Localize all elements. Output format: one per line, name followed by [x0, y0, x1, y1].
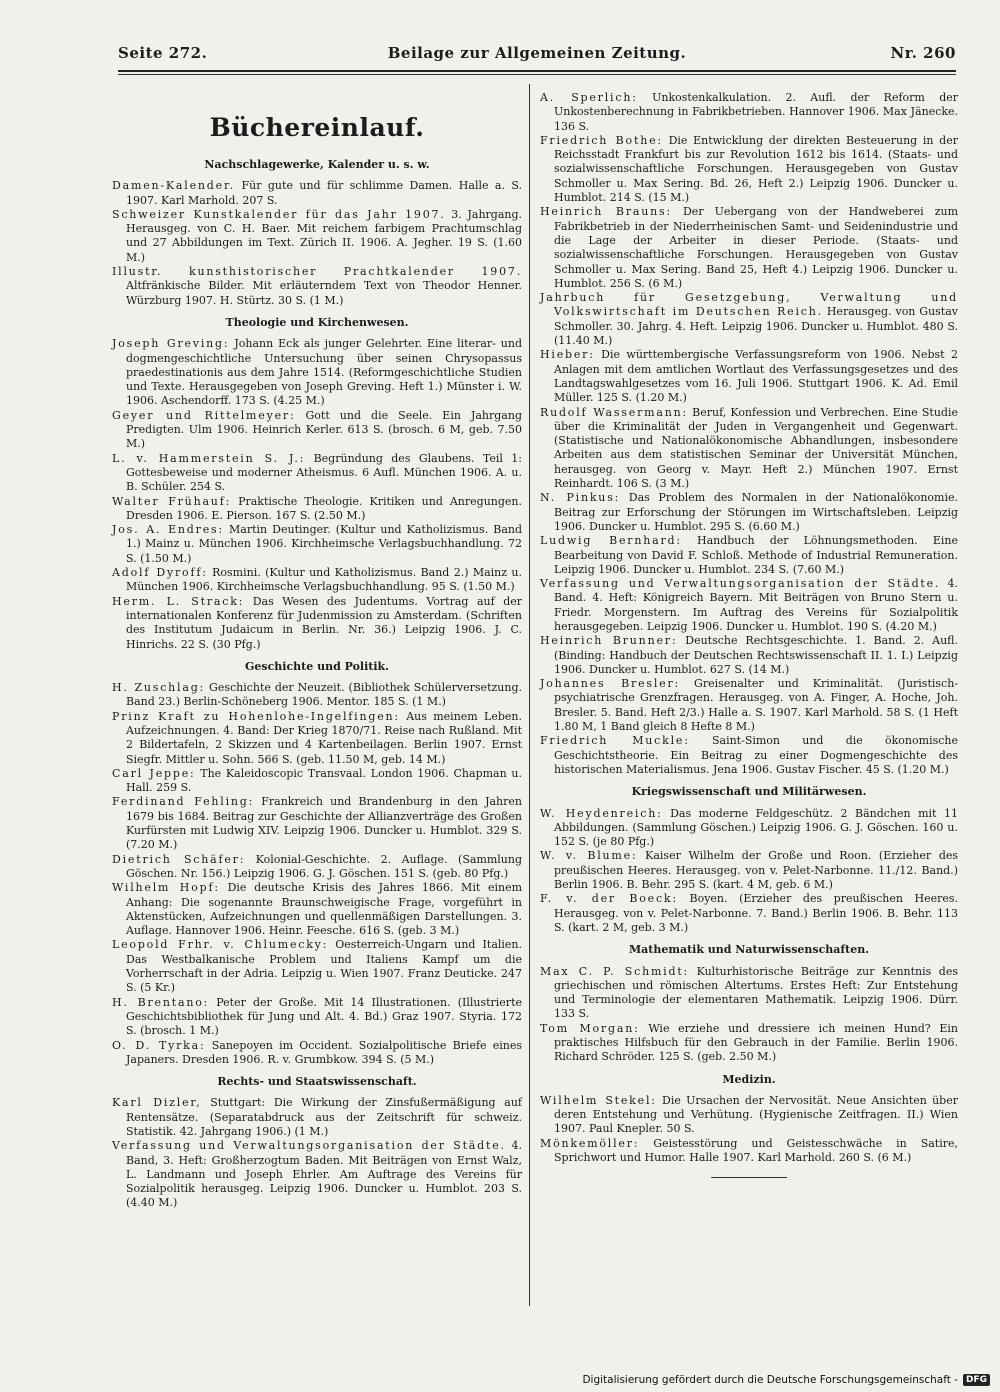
- entry-author: Walter Frühauf:: [112, 494, 232, 508]
- book-entry: [112, 996, 522, 1039]
- book-entry: [540, 91, 958, 134]
- entry-text: Praktische Theologie. Kritiken und Anregungen. Dresden 1906. E. Pierson. 167 S. (2.50 M.): [126, 494, 522, 522]
- footer-text: Digitalisierung gefördert durch die Deutsche Forschungsgemeinschaft -: [582, 1374, 958, 1386]
- book-entry: [112, 881, 522, 938]
- book-entry: [540, 634, 958, 677]
- entry-text: Peter der Große. Mit 14 Illustrationen. (Illustrierte Geschichtsbibliothek für Jung und Alt. 4. Bd.) Graz 1907. Styria. 172 S. (brosch. 1 M.): [126, 995, 523, 1038]
- entry-author: H. Brentano:: [112, 995, 210, 1009]
- book-entry: [540, 491, 958, 534]
- entry-text: Kulturhistorische Beiträge zur Kenntnis des griechischen und römischen Altertums. Erstes Heft: Zur Entstehung und Terminologie der elementaren Mathematik. Leipzig 1906. Dürr. 133 S.: [554, 964, 958, 1021]
- entry-text: Die deutsche Krisis des Jahres 1866. Mit einem Anhang: Die sogenannte Braunschweigische Frage, vorgeführt in Aktenstücken, Aufzeichnungen und quellenmäßigen Darstellungen. 3. Auflage. Hannover 1906. Heinr. Feesche. 616 S. (geb. 3 M.): [126, 881, 523, 938]
- entry-author: Mönkemöller:: [540, 1136, 640, 1150]
- entry-author: Jahrbuch für Gesetzgebung, Verwaltung und Volkswirtschaft im Deutschen Reich.: [540, 291, 958, 319]
- entry-author: Ludwig Bernhard:: [540, 534, 682, 548]
- book-entry: [112, 566, 522, 595]
- book-entry: [112, 853, 522, 882]
- section-heading: Medizin.: [722, 1072, 776, 1086]
- entry-author: Friedrich Bothe:: [540, 133, 663, 147]
- entry-author: F. v. der Boeck:: [540, 892, 678, 906]
- dfg-logo: DFG: [963, 1374, 990, 1386]
- entry-text: Handbuch der Löhnungsmethoden. Eine Bearbeitung von David F. Schloß. Methode of Industrial Remuneration. Leipzig 1906. Duncker u. Humblot. 234 S. (7.60 M.): [554, 534, 958, 576]
- book-entry: [540, 291, 958, 348]
- entry-text: Frankreich und Brandenburg in den Jahren 1679 bis 1684. Beitrag zur Geschichte der Allianzverträge des Großen Kurfürsten mit Ludwig XIV. Leipzig 1906. Duncker u. Humblot. 329 S. (7.20 M.): [126, 795, 522, 852]
- book-entry: [540, 677, 958, 734]
- entry-author: H. Zuschlag:: [112, 681, 206, 695]
- entry-author: Geyer und Rittelmeyer:: [112, 408, 296, 422]
- entry-author: W. v. Blume:: [540, 849, 638, 863]
- entry-text: Martin Deutinger. (Kultur und Katholizismus. Band 1.) Mainz u. München 1906. Kirchheimsche Verlagsbuchhandlung. 72 S. (1.50 M.): [126, 523, 522, 565]
- entry-text: 3. Jahrgang. Herausgeg. von C. H. Baer. Mit reichem farbigem Prachtumschlag und 27 Abbildungen im Text. Zürich II. 1906. A. Jegher. 19 S. (1.60 M.): [126, 207, 523, 264]
- book-entry: [540, 734, 958, 777]
- entry-text: Deutsche Rechtsgeschichte. 1. Band. 2. Aufl. (Binding: Handbuch der Deutschen Rechtswissenschaft II. 1. I.) Leipzig 1906. Duncker u. Humblot. 627 S. (14 M.): [554, 634, 958, 676]
- book-entry: [540, 892, 958, 935]
- book-entry: [112, 179, 522, 208]
- book-entry: [540, 1094, 958, 1137]
- entry-author: Joseph Greving:: [112, 337, 230, 351]
- entry-text: Kolonial-Geschichte. 2. Auflage. (Sammlung Göschen. Nr. 156.) Leipzig 1906. G. J. Göschen. 151 S. (geb. 80 Pfg.): [126, 852, 523, 880]
- header-rule-thin: [118, 74, 956, 75]
- book-entry: [540, 134, 958, 205]
- book-entry: [540, 1022, 958, 1065]
- entry-author: Tom Morgan:: [540, 1021, 640, 1035]
- entry-text: Stuttgart: Die Wirkung der Zinsfußermäßigung auf Rentensätze. (Separatabdruck aus der Zeitschrift für schweiz. Statistik. 42. Jahrgang 1906.) (1 M.): [126, 1096, 523, 1138]
- entry-author: L. v. Hammerstein S. J.:: [112, 451, 306, 465]
- book-entry: [540, 849, 958, 892]
- entry-author: Prinz Kraft zu Hohenlohe-Ingelfingen:: [112, 709, 400, 723]
- book-entry: [540, 534, 958, 577]
- entry-text: Das Wesen des Judentums. Vortrag auf der internationalen Konferenz für Judenmission zu Amsterdam. (Schriften des Institutum Judaicum in Berlin. Nr. 36.) Leipzig 1906. J. C. Hinrichs. 22 S. (30 Pfg.): [126, 594, 522, 651]
- entry-text: Oesterreich-Ungarn und Italien. Das Westbalkanische Problem und Italiens Kampf um die Vorherrschaft in der Adria. Leipzig u. Wien 1907. Franz Deuticke. 247 S. (5 Kr.): [126, 938, 522, 995]
- entry-text: Rosmini. (Kultur und Katholizismus. Band 2.) Mainz u. München 1906. Kirchheimsche Verlagsbuchhandlung. 95 S. (1.50 M.): [126, 566, 523, 594]
- entry-author: Heinrich Brunner:: [540, 634, 678, 648]
- book-entry: [112, 523, 522, 566]
- section-heading: Kriegswissenschaft und Militärwesen.: [631, 785, 867, 799]
- entry-author: Herm. L. Strack:: [112, 594, 245, 608]
- entry-author: Schweizer Kunstkalender für das Jahr 1907.: [112, 207, 446, 221]
- publication-title: Beilage zur Allgemeinen Zeitung.: [387, 44, 687, 62]
- entry-author: Leopold Frhr. v. Chlumecky:: [112, 938, 329, 952]
- page-title: Büchereinlauf.: [209, 113, 425, 142]
- book-entry: [112, 1139, 522, 1210]
- book-entry: [112, 681, 522, 710]
- entry-author: W. Heydenreich:: [540, 806, 663, 820]
- entry-author: Heinrich Brauns:: [540, 205, 672, 219]
- entry-text: Die Ursachen der Nervosität. Neue Ansichten über deren Entstehung und Verhütung. (Hygienische Zeitfragen. II.) Wien 1907. Paul Knepler. 50 S.: [554, 1093, 958, 1136]
- entry-text: Geschichte der Neuzeit. (Bibliothek Schülerversetzung. Band 23.) Berlin-Schöneberg 1906. Mentor. 185 S. (1 M.): [126, 681, 522, 709]
- entry-text: Saint-Simon und die ökonomische Geschichtstheorie. Ein Beitrag zu einer Dogmengeschichte des historischen Materialismus. Jena 1906. Gustav Fischer. 45 S. (1.20 M.): [554, 734, 958, 776]
- page-header: [118, 44, 956, 68]
- entry-author: N. Pinkus:: [540, 491, 621, 505]
- entry-text: Boyen. (Erzieher des preußischen Heeres. Herausgeg. von v. Pelet-Narbonne. 7. Band.) Berlin 1906. B. Behr. 113 S. (kart. 2 M, geb. 3 M.): [554, 892, 959, 934]
- entry-author: Max C. P. Schmidt:: [540, 964, 690, 978]
- entry-text: Herausgeg. von Gustav Schmoller. 30. Jahrg. 4. Heft. Leipzig 1906. Duncker u. Humblot. 480 S. (11.40 M.): [554, 305, 958, 348]
- book-entry: [112, 938, 522, 995]
- book-entry: [540, 348, 958, 405]
- section-heading: Theologie und Kirchenwesen.: [225, 315, 409, 329]
- footer: [582, 1374, 990, 1386]
- section-heading: Nachschlagewerke, Kalender u. s. w.: [204, 158, 430, 171]
- entry-author: O. D. Tyrka:: [112, 1038, 206, 1052]
- entry-author: Hieber:: [540, 348, 595, 362]
- book-entry: [540, 406, 958, 492]
- book-entry: [112, 452, 522, 495]
- entry-author: Friedrich Muckle:: [540, 734, 690, 748]
- entry-author: A. Sperlich:: [540, 91, 638, 104]
- entry-text: Aus meinem Leben. Aufzeichnungen. 4. Band: Der Krieg 1870/71. Reise nach Rußland. Mit 2 Bildertafeln, 2 Skizzen und 4 Kartenbeilagen. Berlin 1907. Ernst Siegfr. Mittler u. Sohn. 566 S. (geb. 11.50 M, geb. 14 M.): [126, 709, 522, 766]
- entry-text: Sanepoyen im Occident. Sozialpolitische Briefe eines Japaners. Dresden 1906. R. v. Grumbkow. 394 S. (5 M.): [126, 1038, 522, 1066]
- book-entry: [112, 409, 522, 452]
- entry-text: 4. Band. 4. Heft: Königreich Bayern. Mit Beiträgen von Bruno Stern u. Friedr. Morgenstern. Im Auftrag des Vereins für Sozialpolitik herausgegeben. Leipzig 1906. Duncker u. Humblot. 190 S. (4.20 M.): [554, 577, 958, 633]
- entry-author: Illustr. kunsthistorischer Prachtkalender 1907.: [112, 265, 522, 279]
- entry-text: Kaiser Wilhelm der Große und Roon. (Erzieher des preußischen Heeres. Herausgeg. von v. Pelet-Narbonne. 11./12. Band.) Berlin 1906. B. Behr. 295 S. (kart. 4 M, geb. 6 M.): [554, 849, 959, 892]
- entry-text: The Kaleidoscopic Transvaal. London 1906. Chapman u. Hall. 259 S.: [126, 766, 522, 795]
- entry-text: Der Uebergang von der Handweberei zum Fabrikbetrieb in der Niederrheinischen Samt- und Seidenindustrie und die Lage der Arbeiter in dieser Periode. (Staats- und sozialwissenschaftliche Forschungen. Herausgegeben von Gustav Schmoller u. Max Sering. Band 25, Heft 4.) Leipzig 1906. Duncker u. Humblot. 256 S. (6 M.): [554, 205, 959, 290]
- entry-text: Für gute und für schlimme Damen. Halle a. S. 1907. Karl Marhold. 207 S.: [126, 179, 522, 207]
- right-column: [540, 91, 958, 1178]
- entry-author: Wilhelm Stekel:: [540, 1093, 657, 1107]
- entry-author: Wilhelm Hopf:: [112, 881, 220, 895]
- entry-text: Gott und die Seele. Ein Jahrgang Predigten. Ulm 1906. Heinrich Kerler. 613 S. (brosch. 6 M, geb. 7.50 M.): [126, 408, 522, 451]
- entry-author: Jos. A. Endres:: [112, 523, 224, 537]
- entry-text: Begründung des Glaubens. Teil 1: Gottesbeweise und moderner Atheismus. 6 Aufl. München 1906. A. u. B. Schüler. 254 S.: [126, 451, 523, 494]
- book-entry: [112, 795, 522, 852]
- entry-text: Das moderne Feldgeschütz. 2 Bändchen mit 11 Abbildungen. (Sammlung Göschen.) Leipzig 1906. G. J. Göschen. 160 u. 152 S. (je 80 Pfg.): [554, 806, 958, 849]
- book-entry: [540, 205, 958, 291]
- entry-text: Beruf, Konfession und Verbrechen. Eine Studie über die Kriminalität der Juden in Vergangenheit und Gegenwart. (Statistische und Nationalökonomische Abhandlungen, insbesondere Arbeiten aus dem statistischen Seminar der Universität München, herausgeg. von Georg v. Mayr. Heft 2.) München 1907. Ernst Reinhardt. 106 S. (3 M.): [554, 405, 958, 491]
- entry-author: Dietrich Schäfer:: [112, 852, 246, 866]
- header-rule: [118, 70, 956, 72]
- entry-author: Verfassung und Verwaltungsorganisation der Städte.: [540, 577, 941, 591]
- book-entry: [540, 807, 958, 850]
- entry-author: Karl Dizler,: [112, 1096, 202, 1110]
- book-entry: [112, 767, 522, 796]
- book-entry: [112, 710, 522, 767]
- left-column: [112, 90, 522, 1211]
- entry-author: Adolf Dyroff:: [112, 566, 208, 580]
- page-number: Seite 272.: [118, 44, 208, 62]
- book-entry: [112, 595, 522, 652]
- book-entry: [540, 577, 958, 634]
- issue-number: Nr. 260: [890, 44, 956, 62]
- entry-text: Geistesstörung und Geistesschwäche in Satire, Sprichwort und Humor. Halle 1907. Karl Marhold. 260 S. (6 M.): [554, 1136, 958, 1165]
- entry-text: Das Problem des Normalen in der Nationalökonomie. Beitrag zur Erforschung der Störungen im Wirtschaftsleben. Leipzig 1906. Duncker u. Humblot. 295 S. (6.60 M.): [554, 491, 958, 533]
- entry-author: Damen-Kalender.: [112, 179, 236, 193]
- book-entry: [112, 1039, 522, 1068]
- entry-author: Carl Jeppe:: [112, 766, 196, 780]
- entry-text: Unkostenkalkulation. 2. Aufl. der Reform der Unkostenberechnung in Fabrikbetrieben. Hannover 1906. Max Jänecke. 136 S.: [554, 91, 959, 133]
- book-entry: [112, 337, 522, 408]
- entry-author: Johannes Bresler:: [540, 677, 681, 691]
- end-rule: [711, 1177, 787, 1178]
- entry-author: Rudolf Wassermann:: [540, 405, 688, 419]
- entry-text: Johann Eck als junger Gelehrter. Eine literar- und dogmengeschichtliche Untersuchung über seinen Chrysopassus praedestinationis aus dem Jahre 1514. (Reformgeschichtliche Studien und Texte. Herausgegeben von Joseph Greving. Heft 1.) Münster i. W. 1906. Aschendorff. 173 S. (4.25 M.): [126, 337, 523, 408]
- entry-text: 4. Band, 3. Heft: Großherzogtum Baden. Mit Beiträgen von Ernst Walz, L. Landmann und Joseph Ehrler. Am Auftrage des Vereins für Sozialpolitik herausgeg. Leipzig 1906. Duncker u. Humblot. 203 S. (4.40 M.): [126, 1139, 522, 1210]
- book-entry: [112, 265, 522, 308]
- entry-text: Wie erziehe und dressiere ich meinen Hund? Ein praktisches Hilfsbuch für den Gebrauch in der Familie. Berlin 1906. Richard Schröder. 125 S. (geb. 2.50 M.): [554, 1021, 958, 1064]
- section-heading: Mathematik und Naturwissenschaften.: [628, 943, 870, 957]
- entry-text: Die Entwicklung der direkten Besteuerung in der Reichsstadt Frankfurt bis zur Revolution 1612 bis 1614. (Staats- und sozialwissenschaftliche Forschungen. Herausgegeben von Gustav Schmoller u. Max Sering. Bd. 26, Heft 2.) Leipzig 1906. Duncker u. Humblot. 214 S. (15 M.): [554, 133, 958, 205]
- column-divider: [529, 84, 530, 1306]
- entry-text: Greisenalter und Kriminalität. (Juristisch-psychiatrische Grenzfragen. Herausgeg. von A. Finger, A. Hoche, Joh. Bresler. 5. Band. Heft 2/3.) Halle a. S. 1907. Karl Marhold. 58 S. (1 Heft 1.80 M, 1 Band gleich 8 Hefte 8 M.): [554, 677, 958, 734]
- book-entry: [540, 1137, 958, 1166]
- book-entry: [112, 208, 522, 265]
- book-entry: [540, 965, 958, 1022]
- book-entry: [112, 1096, 522, 1139]
- entry-author: Ferdinand Fehling:: [112, 795, 255, 809]
- section-heading: Rechts- und Staatswissenschaft.: [217, 1075, 417, 1089]
- book-entry: [112, 495, 522, 524]
- entry-author: Verfassung und Verwaltungsorganisation der Städte.: [112, 1139, 506, 1153]
- section-heading: Geschichte und Politik.: [245, 659, 389, 673]
- entry-text: Die württembergische Verfassungsreform von 1906. Nebst 2 Anlagen mit dem amtlichen Wortlaut des Verfassungsgesetzes und des Landtagswahlgesetzes vom 16. Juli 1906. Stuttgart 1906. K. Ad. Emil Müller. 125 S. (1.20 M.): [554, 348, 958, 405]
- entry-text: Altfränkische Bilder. Mit erläuterndem Text von Theodor Henner. Würzburg 1907. H. Stürtz. 30 S. (1 M.): [126, 279, 522, 307]
